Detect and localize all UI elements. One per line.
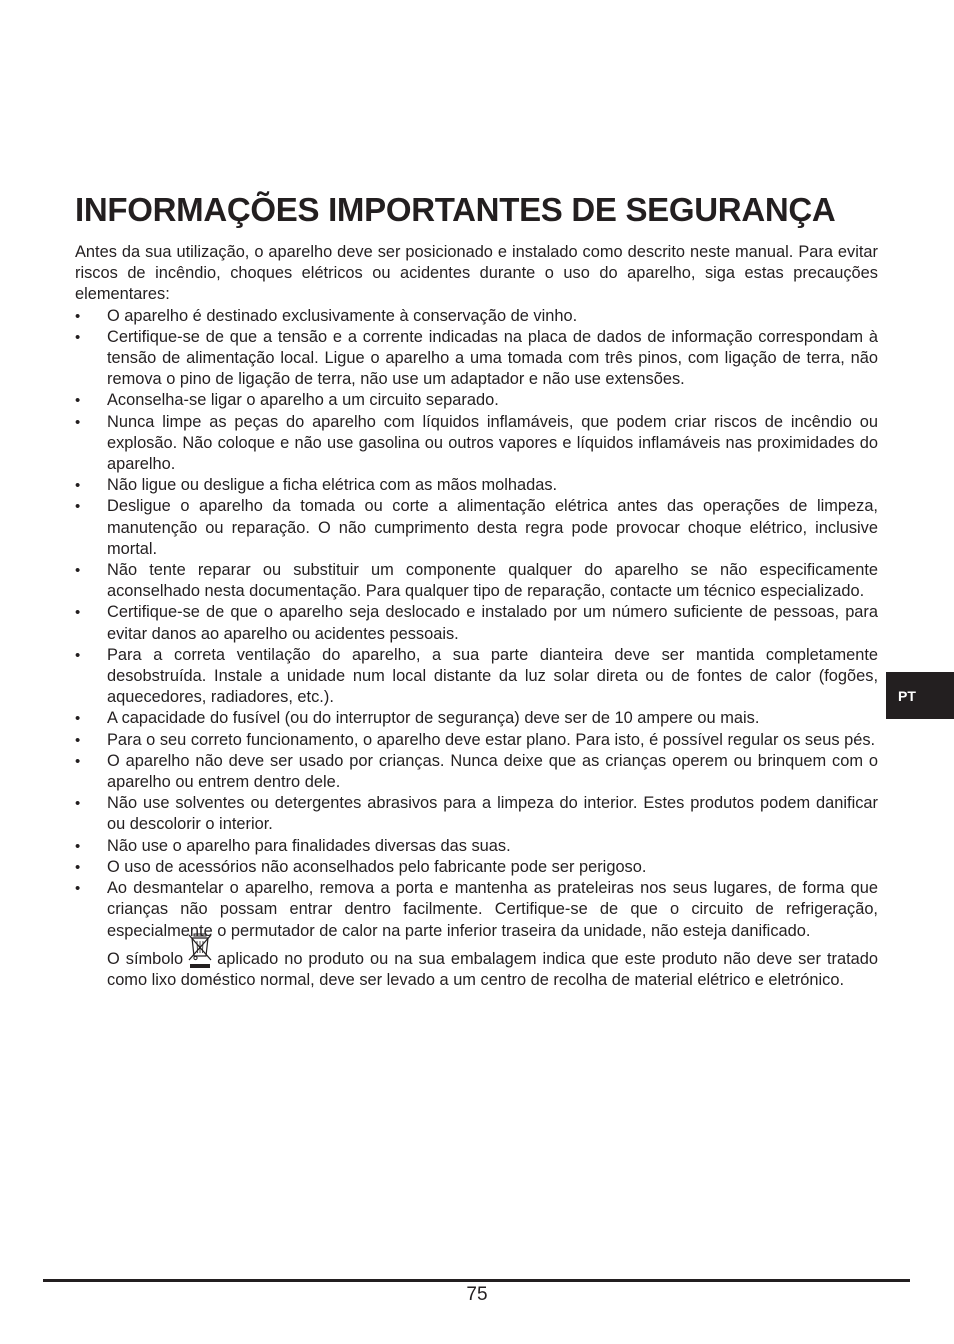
bullet: •	[75, 710, 81, 728]
list-item-text: Para a correta ventilação do aparelho, a sua parte dianteira deve ser mantida completamente desobstruída. Instale a unidade num local distante da luz solar direta ou de fontes de calor (fogões, aquecedores, radiadores, etc.).	[107, 645, 878, 707]
list-item	[75, 390, 878, 411]
list-item	[75, 857, 878, 878]
list-item	[75, 306, 878, 327]
page-number: 75	[466, 1284, 488, 1305]
list-item-text: Não use solventes ou detergentes abrasivos para a limpeza do interior. Estes produtos podem danificar ou descolorir o interior.	[107, 794, 878, 834]
bullet: •	[75, 477, 81, 495]
bullet: •	[75, 795, 81, 813]
bullet: •	[75, 880, 81, 898]
list-item-text: Certifique-se de que a tensão e a corrente indicadas na placa de dados de informação correspondam à tensão de alimentação local. Ligue o aparelho a uma tomada com três pinos, com ligação de terra, não remova o pino de ligação de terra, não use um adaptador e não use extensões.	[107, 327, 878, 389]
bullet: •	[75, 328, 81, 346]
bullet: •	[75, 731, 81, 749]
bullet: •	[75, 498, 81, 516]
list-item	[75, 327, 878, 391]
bullet: •	[75, 646, 81, 664]
list-item-text: Aconselha-se ligar o aparelho a um circuito separado.	[107, 391, 499, 410]
list-item-text: Nunca limpe as peças do aparelho com líquidos inflamáveis, que podem criar riscos de incêndio ou explosão. Não coloque e não use gasolina ou outros vapores e líquidos inflamáveis nas proximidades do aparelho.	[107, 412, 878, 474]
safety-list	[75, 306, 878, 942]
footer-divider	[43, 1279, 910, 1282]
list-item	[75, 751, 878, 793]
list-item	[75, 560, 878, 602]
list-item	[75, 836, 878, 857]
list-item	[75, 730, 878, 751]
list-item-text: Desligue o aparelho da tomada ou corte a alimentação elétrica antes das operações de limpeza, manutenção ou reparação. O não cumprimento desta regra pode provocar choque elétrico, inclusive mortal.	[107, 497, 878, 558]
disposal-note	[107, 946, 878, 991]
page-title: INFORMAÇÕES IMPORTANTES DE SEGURANÇA	[75, 191, 836, 228]
bullet: •	[75, 307, 81, 325]
list-item-text: Ao desmantelar o aparelho, remova a porta e mantenha as prateleiras nos seus lugares, de forma que crianças não possam entrar dentro facilmente. Certifique-se de que o circuito de refrigeração, especialmente o permutador de calor na parte inferior traseira da unidade, não esteja danificado.	[107, 879, 878, 940]
list-item	[75, 878, 878, 942]
intro-paragraph: Antes da sua utilização, o aparelho deve ser posicionado e instalado como descrito neste manual. Para evitar riscos de incêndio, choques elétricos ou acidentes durante o uso do aparelho, siga estas precauções elementares:	[75, 243, 878, 304]
disposal-note-before: O símbolo	[107, 949, 184, 968]
bullet: •	[75, 837, 81, 855]
list-item	[75, 708, 878, 729]
list-item-text: O aparelho não deve ser usado por crianças. Nunca deixe que as crianças operem ou brinquem com o aparelho ou entrem dentro dele.	[107, 751, 878, 792]
list-item-text: O aparelho é destinado exclusivamente à conservação de vinho.	[107, 306, 578, 325]
safety-content	[75, 242, 878, 991]
disposal-note-after: aplicado no produto ou na sua embalagem indica que este produto não deve ser tratado como lixo doméstico normal, deve ser levado a um centro de recolha de material elétrico e eletrónico.	[107, 949, 878, 989]
list-item	[75, 475, 878, 496]
list-item	[75, 496, 878, 560]
list-item-text: Não use o aparelho para finalidades diversas das suas.	[107, 836, 511, 855]
bullet: •	[75, 604, 81, 622]
list-item-text: Não ligue ou desligue a ficha elétrica com as mãos molhadas.	[107, 476, 558, 495]
list-item	[75, 793, 878, 835]
bullet: •	[75, 392, 81, 410]
list-item-text: O uso de acessórios não aconselhados pelo fabricante pode ser perigoso.	[107, 857, 647, 876]
list-item	[75, 412, 878, 476]
bullet: •	[75, 858, 81, 876]
bullet: •	[75, 562, 81, 580]
language-tab: PT	[886, 672, 954, 719]
list-item-text: A capacidade do fusível (ou do interruptor de segurança) deve ser de 10 ampere ou mais.	[107, 709, 760, 728]
bullet: •	[75, 752, 81, 770]
list-item-text: Não tente reparar ou substituir um componente qualquer do aparelho se não especificamente aconselhado nesta documentação. Para qualquer tipo de reparação, contacte um técnico especializado.	[107, 561, 878, 601]
list-item-text: Certifique-se de que o aparelho seja deslocado e instalado por um número suficiente de pessoas, para evitar danos ao aparelho ou acidentes pessoais.	[107, 603, 878, 643]
list-item	[75, 645, 878, 709]
bullet: •	[75, 413, 81, 431]
list-item	[75, 602, 878, 644]
list-item-text: Para o seu correto funcionamento, o aparelho deve estar plano. Para isto, é possível regular os seus pés.	[107, 730, 876, 749]
